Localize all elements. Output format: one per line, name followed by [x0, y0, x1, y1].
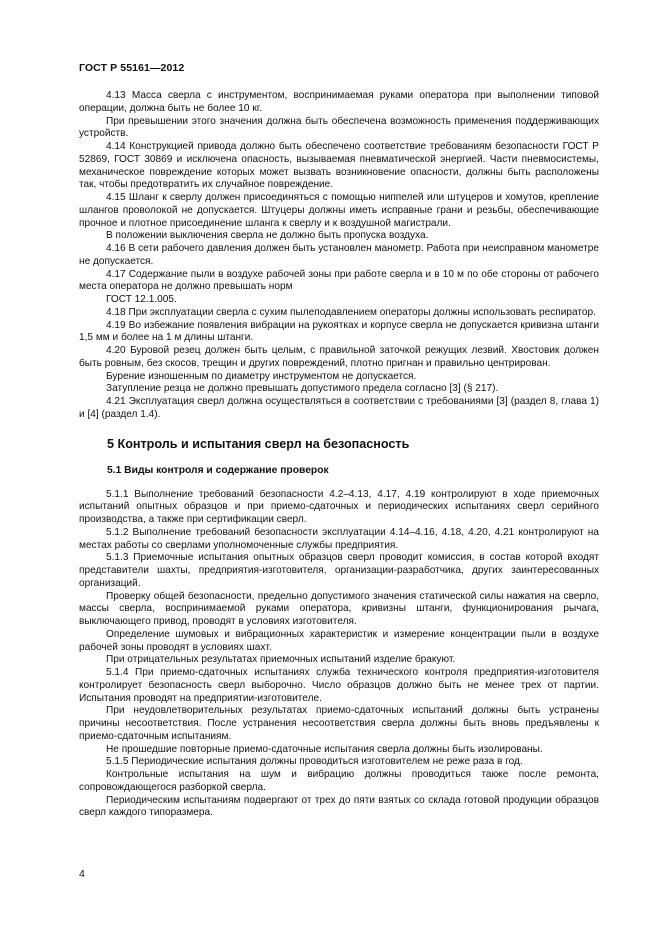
paragraph-4-15: 4.15 Шланг к сверлу должен присоединяться с помощью ниппелей или штуцеров и хомутов, крепление шлангов проволокой не допускается. Штуцеры должны иметь исправные грани и резьбы, обеспечивающие прочное и плотное присоединение шланга к сверлу и к воздушной магистрали. [79, 192, 599, 229]
paragraph-5-1-3-reject: При отрицательных результатах приемочных испытаний изделие бракуют. [106, 654, 456, 666]
paragraph-4-19: 4.19 Во избежание появления вибрации на рукоятках и корпусе сверла не допускается кривизна штанги 1,5 мм и более на 1 м длины штанги. [79, 319, 599, 344]
paragraph-5-1-1: 5.1.1 Выполнение требований безопасности 4.2–4.13, 4.17, 4.19 контролируют в ходе приемочных испытаний опытных образцов и при приемо-сдаточных и периодических испытаниях сверл серийного производства, а также при сертификации сверл. [79, 488, 599, 525]
paragraph-4-15-air-leak: В положении выключения сверла не должно быть пропуска воздуха. [106, 230, 429, 242]
paragraph-5-1-2: 5.1.2 Выполнение требований безопасности эксплуатации 4.14–4.16, 4.18, 4.20, 4.21 контролируют на местах работы со сверлами уполномоченные службы предприятия. [79, 526, 599, 551]
section-5-heading: 5 Контроль и испытания сверл на безопасность [107, 436, 410, 451]
paragraph-4-18: 4.18 При эксплуатации сверла с сухим пылеподавлением операторы должны использовать респиратор. [106, 306, 596, 318]
paragraph-4-13-support: При превышении этого значения должна быть обеспечена возможность применения поддерживающих устройств. [79, 115, 599, 140]
paragraph-4-20-worn-tool: Бурение изношенным по диаметру инструментом не допускается. [106, 370, 417, 382]
paragraph-4-17: 4.17 Содержание пыли в воздухе рабочей зоны при работе сверла и в 10 м по обе стороны от рабочего места оператора не должно превышать норм [79, 268, 599, 293]
paragraph-5-1-4-nonconformity: При неудовлетворительных результатах приемо-сдаточных испытаний должны быть устранены причины несоответствия. После устранения несоответствия сверла должны быть вновь предъявлены к приемо-сдаточным испытаниям. [79, 705, 599, 742]
paragraph-4-21: 4.21 Эксплуатация сверл должна осуществляться в соответствии с требованиями [3] (раздел 8, глава 1) и [4] (раздел 1.4). [79, 396, 599, 420]
page-number: 4 [79, 868, 85, 880]
paragraph-5-1-4-isolated: Не прошедшие повторные приемо-сдаточные испытания сверла должны быть изолированы. [106, 743, 543, 755]
paragraph-4-17-standard: ГОСТ 12.1.005. [106, 294, 177, 305]
paragraph-4-16: 4.16 В сети рабочего давления должен быть установлен манометр. Работа при неисправном манометре не допускается. [79, 243, 599, 267]
paragraph-5-1-4: 5.1.4 При приемо-сдаточных испытаниях служба технического контроля предприятия-изготовителя контролирует безопасность сверл выборочно. Число образцов должно быть не менее трех от партии. Испытания проводят на предприятии-изготовителе. [79, 667, 599, 704]
paragraph-5-1-5-control-tests: Контрольные испытания на шум и вибрацию должны проводиться также после ремонта, сопровождающегося разборкой сверла. [79, 769, 599, 793]
paragraph-4-13: 4.13 Масса сверла с инструментом, воспринимаемая руками оператора при выполнении типовой операции, должна быть не более 10 кг. [79, 90, 599, 114]
paragraph-5-1-3-mine-checks: Определение шумовых и вибрационных характеристик и измерение концентрации пыли в воздухе рабочей зоны проводят в условиях шахт. [79, 628, 599, 653]
standard-header: ГОСТ Р 55161—2012 [79, 62, 185, 74]
paragraph-4-20-blunting: Затупление резца не должно превышать допустимого предела согласно [3] (§ 217). [106, 383, 499, 395]
paragraph-5-1-5: 5.1.5 Периодические испытания должны проводиться изготовителем не реже раза в год. [106, 756, 523, 768]
page-content [79, 90, 599, 820]
paragraph-5-1-5-samples: Периодическим испытаниям подвергают от трех до пяти взятых со склада готовой продукции образцов сверл каждого типоразмера. [79, 794, 599, 819]
subsection-5-1-heading: 5.1 Виды контроля и содержание проверок [107, 464, 329, 476]
paragraph-4-14: 4.14 Конструкцией привода должно быть обеспечено соответствие требованиям безопасности ГОСТ Р 52869, ГОСТ 30869 и исключена опасность, вызываемая пневматической энергией. Части пневмосистемы, механическое повреждение которых может вызвать возникновение опасности, должны быть расположены так, чтобы предотвратить их случайное повреждение. [79, 141, 599, 191]
paragraph-5-1-3: 5.1.3 Приемочные испытания опытных образцов сверл проводит комиссия, в состав которой входят представители шахты, предприятия-изготовителя, организации-разработчика, других заинтересованных организаций. [79, 552, 599, 589]
paragraph-5-1-3-manufacturer-checks: Проверку общей безопасности, предельно допустимого значения статической силы нажатия на сверло, массы сверла, воспринимаемой руками оператора, кривизны штанги, функционирования рычага, выключающего привод, проводят в условиях изготовителя. [79, 590, 599, 627]
paragraph-4-20: 4.20 Буровой резец должен быть целым, с правильной заточкой режущих лезвий. Хвостовик должен быть ровным, без скосов, трещин и других повреждений, плотно пригнан и правильно центрирован. [79, 345, 599, 369]
